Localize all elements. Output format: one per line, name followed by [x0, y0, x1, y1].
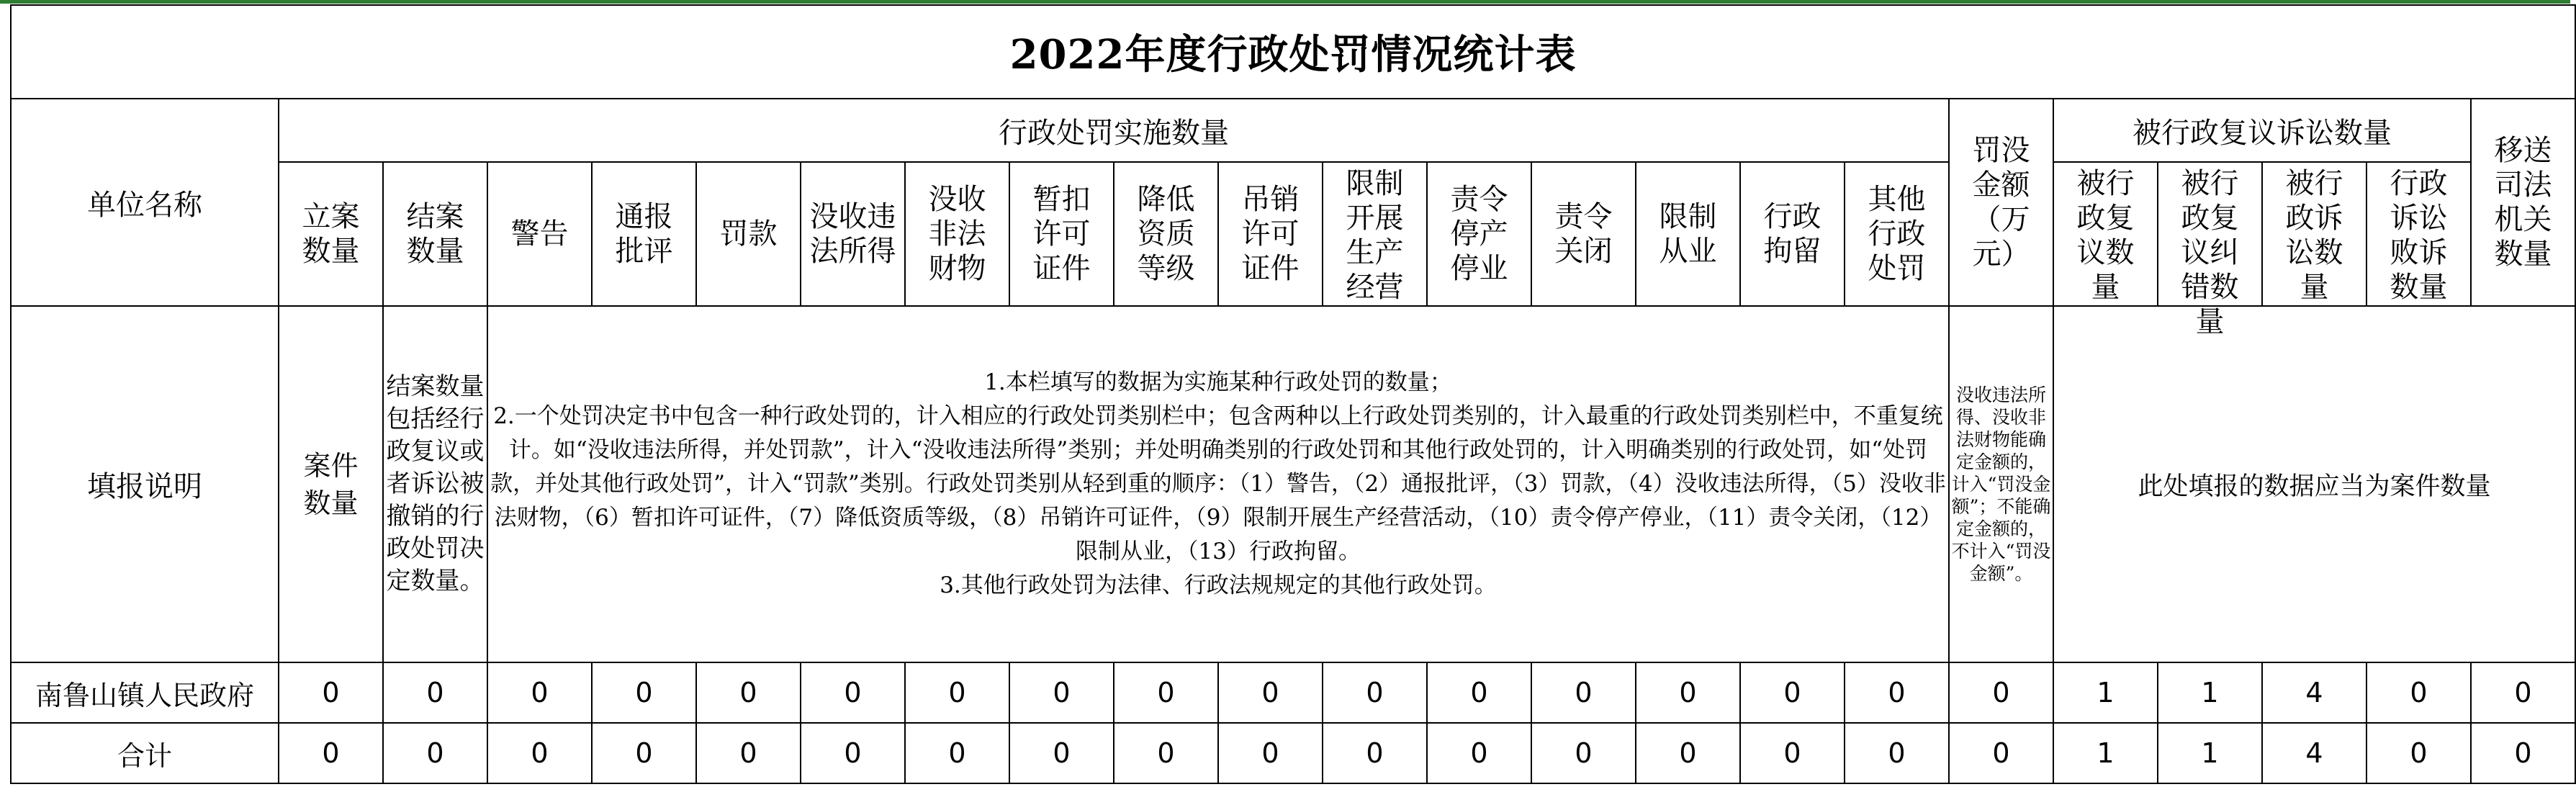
col-header-confiscate-property: 没收非法财物 — [905, 162, 1009, 306]
table-cell: 0 — [1009, 723, 1114, 783]
penalty-statistics-table — [10, 4, 2576, 784]
notes-line-3: 3.其他行政处罚为法律、行政法规规定的其他行政处罚。 — [940, 572, 1497, 598]
table-cell: 0 — [2366, 662, 2471, 723]
table-row — [11, 723, 2575, 783]
notes-review-count: 此处填报的数据应当为案件数量 — [2053, 306, 2575, 662]
col-header-litigation-count: 被行政诉讼数量 — [2262, 162, 2366, 306]
table-cell: 1 — [2053, 662, 2158, 723]
col-header-confiscate-income: 没收违法所得 — [801, 162, 905, 306]
table-cell: 0 — [2471, 662, 2575, 723]
table-cell: 0 — [1740, 662, 1845, 723]
notes-main-instructions — [487, 306, 1949, 662]
table-cell: 0 — [696, 662, 801, 723]
table-cell: 0 — [1427, 662, 1531, 723]
table-cell: 0 — [487, 723, 592, 783]
table-cell: 0 — [1949, 662, 2053, 723]
table-cell: 0 — [1531, 662, 1636, 723]
table-cell: 0 — [801, 662, 905, 723]
table-cell: 0 — [279, 662, 383, 723]
col-header-closed: 结案数量 — [383, 162, 487, 306]
table-cell: 0 — [905, 723, 1009, 783]
table-cell: 1 — [2053, 723, 2158, 783]
col-header-review-corrected: 被行政复议纠错数量 — [2158, 162, 2262, 306]
col-header-other-penalty: 其他行政处罚 — [1845, 162, 1949, 306]
table-cell: 0 — [592, 662, 696, 723]
table-cell: 0 — [1427, 723, 1531, 783]
table-cell: 1 — [2158, 723, 2262, 783]
col-header-filed: 立案数量 — [279, 162, 383, 306]
table-cell: 0 — [1323, 662, 1427, 723]
table-cell: 0 — [2366, 723, 2471, 783]
table-cell: 0 — [1845, 662, 1949, 723]
notes-case-count: 案件数量 — [279, 306, 383, 662]
notes-label: 填报说明 — [11, 306, 279, 662]
notes-fine-amount: 没收违法所得、没收非法财物能确定金额的，计入“罚没金额”；不能确定金额的，不计入“罚没金额”。 — [1949, 306, 2053, 662]
col-header-revoke-license: 吊销许可证件 — [1218, 162, 1323, 306]
review-group-header: 被行政复议诉讼数量 — [2053, 99, 2471, 162]
table-cell: 4 — [2262, 662, 2366, 723]
table-cell: 4 — [2262, 723, 2366, 783]
notes-line-1: 1.本栏填写的数据为实施某种行政处罚的数量； — [984, 369, 1452, 395]
row-unit-name: 南鲁山镇人民政府 — [11, 662, 279, 723]
table-cell: 0 — [1114, 662, 1218, 723]
implementation-group-header: 行政处罚实施数量 — [279, 99, 1949, 162]
col-header-suspend-license: 暂扣许可证件 — [1009, 162, 1114, 306]
table-cell: 0 — [1740, 723, 1845, 783]
table-cell: 0 — [1114, 723, 1218, 783]
table-cell: 0 — [905, 662, 1009, 723]
unit-name-header: 单位名称 — [11, 99, 279, 306]
table-cell: 0 — [1218, 723, 1323, 783]
fine-amount-header: 罚没金额（万元） — [1949, 99, 2053, 306]
table-cell: 0 — [279, 723, 383, 783]
col-header-fine: 罚款 — [696, 162, 801, 306]
col-header-review-count: 被行政复议数量 — [2053, 162, 2158, 306]
table-cell: 0 — [1218, 662, 1323, 723]
col-header-suspend-production: 责令停产停业 — [1427, 162, 1531, 306]
table-cell: 0 — [592, 723, 696, 783]
notes-line-2: 2.一个处罚决定书中包含一种行政处罚的，计入相应的行政处罚类别栏中；包含两种以上行政处罚类别的，计入最重的行政处罚类别栏中，不重复统计。如“没收违法所得，并处罚款”，计入“没收违法所得”类别；并处明确类别的行政处罚和其他行政处罚的，计入明确类别的行政处罚，如“处罚款，并处其他行政处罚”，计入“罚款”类别。行政处罚类别从轻到重的顺序：（1）警告，（2）通报批评，（3）罚款，（4）没收违法所得，（5）没收非法财物，（6）暂扣许可证件，（7）降低资质等级，（8）吊销许可证件，（9）限制开展生产经营活动，（10）责令停产停业，（11）责令关闭，（12）限制从业，（13）行政拘留。 — [490, 403, 1946, 564]
table-cell: 0 — [801, 723, 905, 783]
table-cell: 0 — [1845, 723, 1949, 783]
table-cell: 0 — [1636, 723, 1740, 783]
col-header-litigation-lost: 行政诉讼败诉数量 — [2366, 162, 2471, 306]
table-cell: 0 — [1636, 662, 1740, 723]
table-cell: 0 — [1531, 723, 1636, 783]
table-cell: 0 — [2471, 723, 2575, 783]
top-accent-line — [0, 0, 2570, 4]
table-row — [11, 662, 2575, 723]
table-cell: 0 — [487, 662, 592, 723]
table-cell: 0 — [1009, 662, 1114, 723]
table-cell: 1 — [2158, 662, 2262, 723]
table-title: 2022年度行政处罚情况统计表 — [11, 5, 2575, 99]
row-total-label: 合计 — [11, 723, 279, 783]
col-header-warning: 警告 — [487, 162, 592, 306]
col-header-notice: 通报批评 — [592, 162, 696, 306]
table-cell: 0 — [1323, 723, 1427, 783]
col-header-restrict-operation: 限制开展生产经营 — [1323, 162, 1427, 306]
col-header-lower-qualification: 降低资质等级 — [1114, 162, 1218, 306]
table-cell: 0 — [383, 662, 487, 723]
transfer-header: 移送司法机关数量 — [2471, 99, 2575, 306]
notes-closed-count: 结案数量包括经行政复议或者诉讼被撤销的行政处罚决定数量。 — [383, 306, 487, 662]
col-header-restrict-practice: 限制从业 — [1636, 162, 1740, 306]
col-header-order-close: 责令关闭 — [1531, 162, 1636, 306]
table-cell: 0 — [696, 723, 801, 783]
table-cell: 0 — [383, 723, 487, 783]
col-header-detention: 行政拘留 — [1740, 162, 1845, 306]
table-cell: 0 — [1949, 723, 2053, 783]
